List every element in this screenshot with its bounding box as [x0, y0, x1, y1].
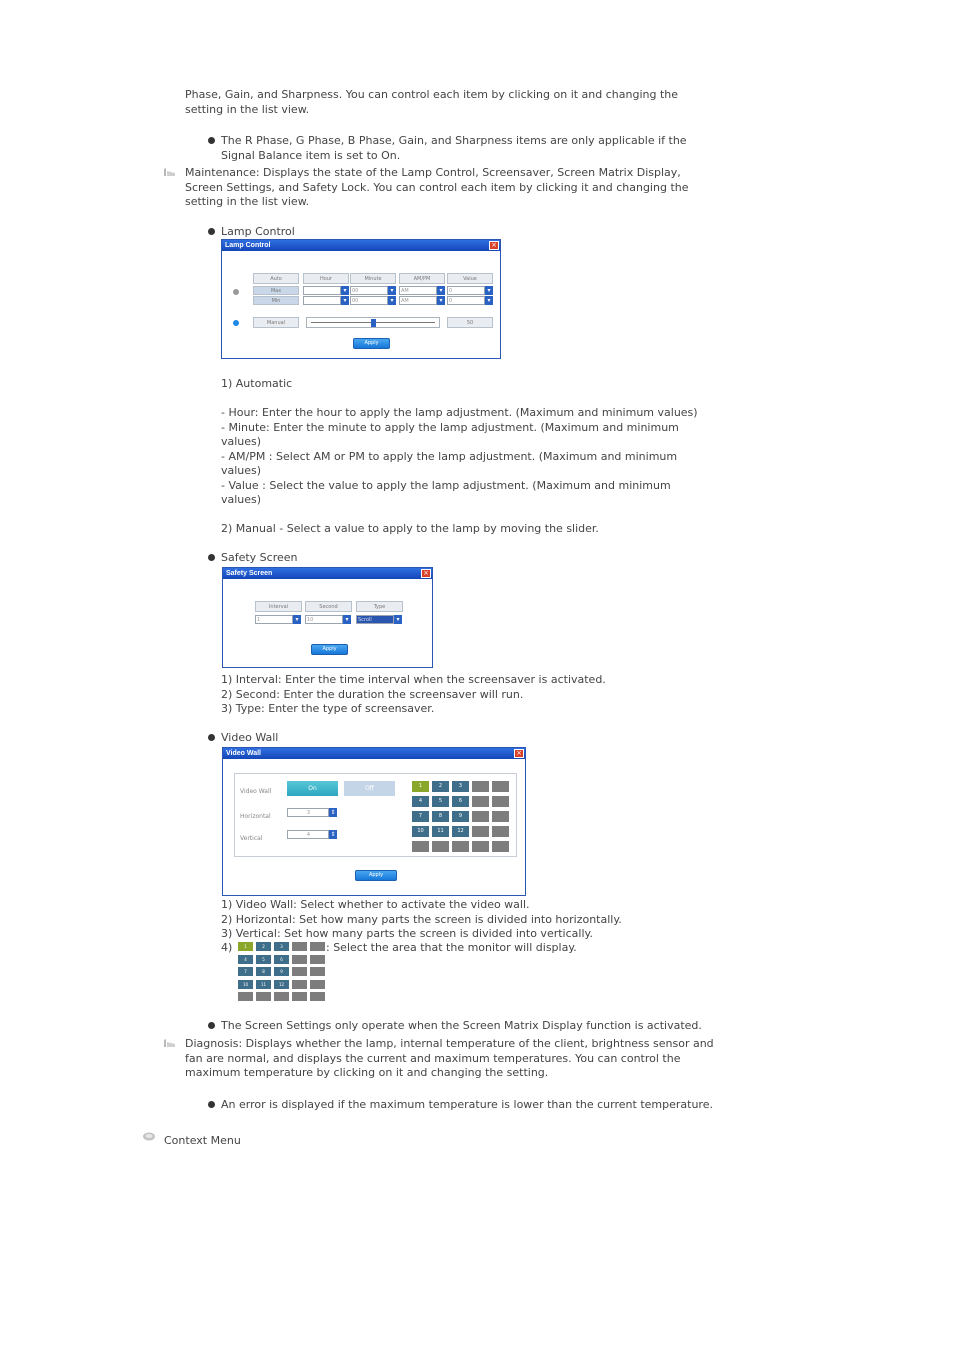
matrix-cell[interactable]: [310, 955, 325, 964]
header-ampm: AM/PM: [399, 273, 445, 284]
chevron-down-icon[interactable]: ▾: [293, 615, 301, 624]
matrix-cell[interactable]: [292, 942, 307, 951]
safety-screen-label: Safety Screen: [221, 551, 298, 564]
matrix-cell[interactable]: [472, 826, 489, 837]
text-line: 1) Interval: Enter the time interval when the screensaver is activated.: [221, 673, 606, 686]
text-line: setting in the list view.: [185, 195, 310, 208]
header-hour: Hour: [303, 273, 349, 284]
lamp-control-label: Lamp Control: [221, 225, 295, 238]
safety-screen-window: [222, 567, 433, 668]
text-line: - Minute: Enter the minute to apply the lamp adjustment. (Maximum and minimum: [221, 420, 679, 434]
item-4-number: 4): [221, 941, 233, 954]
text-line: - Hour: Enter the hour to apply the lamp adjustment. (Maximum and minimum values): [221, 406, 698, 419]
text-line: 3) Type: Enter the type of screensaver.: [221, 702, 435, 715]
chevron-down-icon[interactable]: ▾: [485, 286, 493, 295]
chevron-down-icon[interactable]: ▾: [485, 296, 493, 305]
matrix-cell[interactable]: 11: [256, 980, 271, 989]
max-minute-combo[interactable]: 00: [350, 286, 388, 295]
max-value-combo[interactable]: 0: [447, 286, 485, 295]
text-line: The R Phase, G Phase, B Phase, Gain, and Sharpness items are only applicable if the: [221, 134, 687, 147]
max-ampm-combo[interactable]: AM: [399, 286, 437, 295]
bullet-icon: [208, 137, 215, 144]
matrix-cell[interactable]: 1: [412, 781, 429, 792]
horizontal-field-label: Horizontal: [240, 813, 271, 820]
matrix-cell[interactable]: [412, 841, 429, 852]
text-line: - Value : Select the value to apply the lamp adjustment. (Maximum and minimum: [221, 478, 671, 492]
text-line: 2) Manual - Select a value to apply to the lamp by moving the slider.: [221, 522, 599, 535]
off-button[interactable]: Off: [344, 781, 395, 796]
matrix-cell[interactable]: 1: [238, 942, 253, 951]
chevron-down-icon[interactable]: ▾: [341, 286, 349, 295]
text-line: Maintenance: Displays the state of the Lamp Control, Screensaver, Screen Matrix Display,: [185, 166, 681, 179]
screen-matrix-grid: [412, 781, 512, 853]
text-line: Phase, Gain, and Sharpness. You can control each item by clicking on it and changing the: [185, 88, 679, 101]
text-line: values): [221, 464, 262, 477]
header-auto: Auto: [253, 273, 299, 284]
matrix-cell[interactable]: [292, 955, 307, 964]
header-value: Value: [447, 273, 493, 284]
horizontal-spinbox[interactable]: 3: [287, 808, 329, 817]
matrix-cell[interactable]: [310, 980, 325, 989]
speech-bubble-icon: [142, 1132, 156, 1142]
chevron-down-icon[interactable]: ▾: [388, 296, 396, 305]
text-line: 3) Vertical: Set how many parts the screen is divided into vertically.: [221, 927, 593, 940]
matrix-cell[interactable]: 7: [238, 967, 253, 976]
text-line: 2) Horizontal: Set how many parts the screen is divided into horizontally.: [221, 912, 622, 926]
close-icon[interactable]: ×: [421, 569, 431, 578]
header-second: Second: [305, 601, 352, 612]
matrix-cell[interactable]: 8: [432, 811, 449, 822]
matrix-cell[interactable]: [238, 992, 253, 1001]
matrix-cell[interactable]: [492, 781, 509, 792]
matrix-cell[interactable]: 6: [452, 796, 469, 807]
text-line: fan are normal, and displays the current and maximum temperatures. You can control the: [185, 1051, 681, 1065]
matrix-cell[interactable]: 6: [274, 955, 289, 964]
min-minute-combo[interactable]: 00: [350, 296, 388, 305]
slider-thumb[interactable]: [371, 319, 376, 327]
bullet-icon: [208, 554, 215, 561]
row-max-label: Max: [253, 286, 299, 295]
matrix-cell[interactable]: [292, 967, 307, 976]
window-title: Safety Screen: [223, 568, 432, 579]
matrix-cell[interactable]: 11: [432, 826, 449, 837]
matrix-cell[interactable]: [310, 942, 325, 951]
matrix-cell[interactable]: [472, 781, 489, 792]
bullet-icon: [208, 1101, 215, 1108]
matrix-cell[interactable]: 10: [412, 826, 429, 837]
auto-radio[interactable]: [233, 289, 239, 295]
text-line: Signal Balance item is set to On.: [221, 148, 401, 162]
video-wall-field-label: Video Wall: [240, 788, 272, 795]
lamp-slider[interactable]: [306, 317, 440, 328]
intro-paragraph: [185, 88, 715, 117]
screen-matrix-mini-grid: [238, 942, 324, 1004]
matrix-cell[interactable]: 5: [256, 955, 271, 964]
matrix-cell[interactable]: 7: [412, 811, 429, 822]
text-line: Diagnosis: Displays whether the lamp, internal temperature of the client, brightness sensor and: [185, 1037, 714, 1050]
signal-balance-note: [221, 134, 711, 163]
chevron-down-icon[interactable]: ▾: [437, 296, 445, 305]
video-wall-window: [222, 747, 526, 896]
text-line: [221, 508, 711, 523]
matrix-cell[interactable]: [492, 826, 509, 837]
bullet-icon: [208, 228, 215, 235]
matrix-cell[interactable]: [472, 811, 489, 822]
chevron-down-icon[interactable]: ▾: [341, 296, 349, 305]
matrix-cell[interactable]: 9: [274, 967, 289, 976]
apply-button[interactable]: Apply: [353, 338, 390, 349]
header-minute: Minute: [350, 273, 396, 284]
video-wall-label: Video Wall: [221, 731, 279, 744]
matrix-cell[interactable]: [310, 992, 325, 1001]
chevron-down-icon[interactable]: ▾: [343, 615, 351, 624]
close-icon[interactable]: ×: [489, 241, 499, 250]
spin-arrows-icon[interactable]: ⇕: [330, 809, 336, 816]
manual-radio[interactable]: [233, 320, 239, 326]
header-interval: Interval: [255, 601, 302, 612]
min-hour-combo[interactable]: [303, 296, 341, 305]
close-icon[interactable]: ×: [514, 749, 524, 758]
matrix-cell[interactable]: 4: [412, 796, 429, 807]
bullet-icon: [208, 734, 215, 741]
text-line: - AM/PM : Select AM or PM to apply the lamp adjustment. (Maximum and minimum: [221, 449, 678, 463]
matrix-cell[interactable]: [292, 992, 307, 1001]
text-line: 1) Video Wall: Select whether to activate the video wall.: [221, 898, 530, 911]
max-hour-combo[interactable]: [303, 286, 341, 295]
context-menu-heading: Context Menu: [164, 1134, 241, 1147]
maintenance-paragraph: [185, 166, 715, 210]
vertical-field-label: Vertical: [240, 835, 263, 842]
window-title: Video Wall: [223, 748, 525, 759]
matrix-cell[interactable]: 5: [432, 796, 449, 807]
diagnosis-paragraph: [185, 1037, 715, 1081]
video-wall-description: [221, 898, 711, 942]
matrix-cell[interactable]: [310, 967, 325, 976]
matrix-cell[interactable]: [432, 841, 449, 852]
chevron-down-icon[interactable]: ▾: [388, 286, 396, 295]
chevron-down-icon[interactable]: ▾: [437, 286, 445, 295]
bullet-icon: [208, 1022, 215, 1029]
text-line: Screen Settings, and Safety Lock. You can control each item by clicking it and changing the: [185, 180, 689, 194]
text-line: values): [221, 493, 262, 506]
text-line: maximum temperature by clicking on it and changing the setting.: [185, 1066, 549, 1079]
error-note: An error is displayed if the maximum temperature is lower than the current temperature.: [221, 1098, 713, 1111]
pencil-note-icon: [163, 1038, 176, 1048]
matrix-cell[interactable]: 3: [274, 942, 289, 951]
apply-button[interactable]: Apply: [355, 870, 397, 881]
matrix-cell[interactable]: 2: [256, 942, 271, 951]
apply-button[interactable]: Apply: [311, 644, 348, 655]
text-line: 1) Automatic: [221, 377, 293, 390]
matrix-cell[interactable]: [492, 841, 509, 852]
spin-arrows-icon[interactable]: ⇕: [330, 831, 336, 838]
vertical-spinbox[interactable]: 4: [287, 830, 329, 839]
matrix-cell[interactable]: 9: [452, 811, 469, 822]
matrix-cell[interactable]: [292, 980, 307, 989]
matrix-cell[interactable]: [492, 811, 509, 822]
safety-description: [221, 673, 711, 717]
matrix-cell[interactable]: [452, 841, 469, 852]
text-line: [221, 392, 711, 407]
matrix-cell[interactable]: [274, 992, 289, 1001]
lamp-description: [221, 377, 711, 537]
interval-combo[interactable]: 1: [255, 615, 293, 624]
second-combo[interactable]: 10: [305, 615, 343, 624]
text-line: setting in the list view.: [185, 102, 310, 116]
chevron-down-icon[interactable]: ▾: [394, 615, 402, 624]
matrix-cell[interactable]: [256, 992, 271, 1001]
min-ampm-combo[interactable]: AM: [399, 296, 437, 305]
min-value-combo[interactable]: 0: [447, 296, 485, 305]
item-4-description: : Select the area that the monitor will display.: [326, 941, 577, 954]
matrix-cell[interactable]: 2: [432, 781, 449, 792]
on-button[interactable]: On: [287, 781, 338, 796]
type-combo[interactable]: Scroll: [356, 615, 394, 624]
matrix-cell[interactable]: 8: [256, 967, 271, 976]
matrix-cell[interactable]: 10: [238, 980, 253, 989]
matrix-cell[interactable]: [472, 841, 489, 852]
matrix-cell[interactable]: [472, 796, 489, 807]
matrix-cell[interactable]: 3: [452, 781, 469, 792]
header-type: Type: [356, 601, 403, 612]
matrix-cell[interactable]: 4: [238, 955, 253, 964]
manual-label: Manual: [253, 317, 299, 328]
text-line: 2) Second: Enter the duration the screensaver will run.: [221, 687, 524, 701]
slider-value: 50: [447, 317, 493, 328]
matrix-cell[interactable]: 12: [452, 826, 469, 837]
text-line: values): [221, 435, 262, 448]
pencil-note-icon: [163, 167, 176, 177]
matrix-cell[interactable]: 12: [274, 980, 289, 989]
row-min-label: Min: [253, 296, 299, 305]
screen-settings-note: The Screen Settings only operate when the Screen Matrix Display function is activated.: [221, 1019, 702, 1032]
matrix-cell[interactable]: [492, 796, 509, 807]
window-title: Lamp Control: [222, 240, 500, 251]
lamp-control-window: [221, 239, 501, 359]
